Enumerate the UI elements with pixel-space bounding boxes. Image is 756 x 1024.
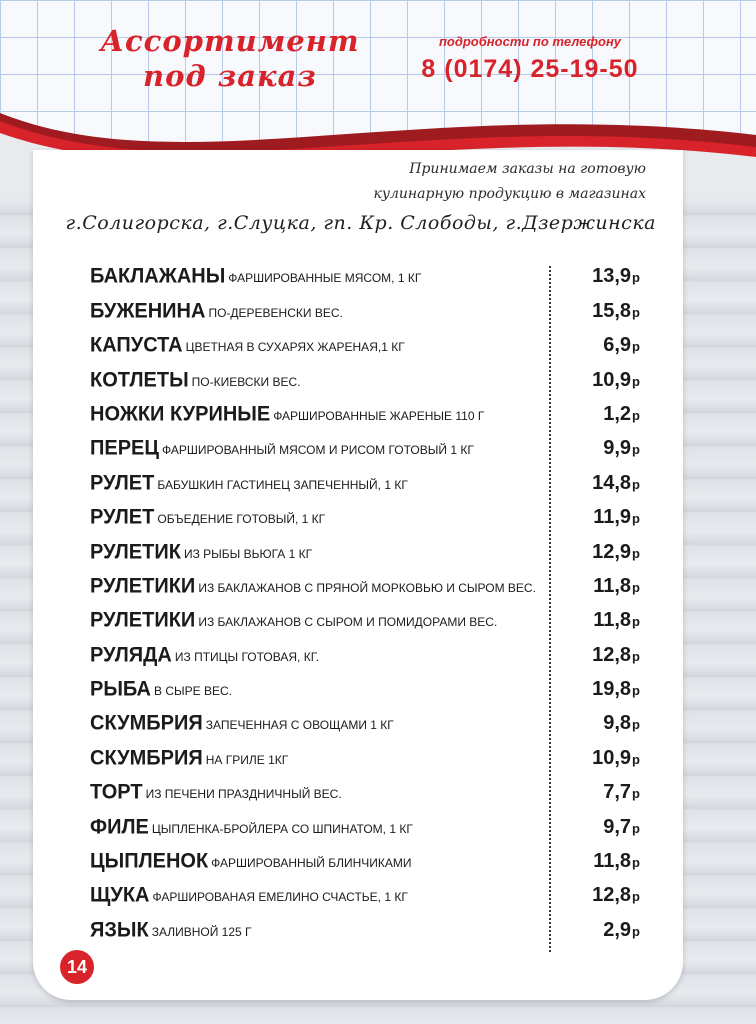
item-text (90, 884, 408, 907)
currency-label: р (632, 373, 640, 389)
item-text (90, 541, 312, 564)
item-description: ЗАПЕЧЕННАЯ С ОВОЩАМИ 1 КГ (205, 718, 394, 733)
item-text (90, 609, 497, 632)
list-item (90, 844, 650, 878)
currency-label: р (632, 511, 640, 527)
list-item (90, 775, 650, 809)
price-value: 9,8 (603, 712, 632, 735)
page-title (95, 24, 365, 94)
item-description: ИЗ ПЕЧЕНИ ПРАЗДНИЧНЫЙ ВЕС. (145, 787, 342, 802)
price-value: 15,8 (592, 299, 632, 322)
item-description: ФАРШИРОВАННЫЕ МЯСОМ, 1 КГ (228, 271, 422, 286)
item-text (90, 919, 252, 942)
item-text (90, 816, 413, 839)
item-description: ИЗ РЫБЫ ВЬЮГА 1 КГ (183, 546, 313, 561)
currency-label: р (632, 683, 640, 699)
item-description: БАБУШКИН ГАСТИНЕЦ ЗАПЕЧЕННЫЙ, 1 КГ (157, 477, 408, 492)
list-item (90, 259, 650, 293)
currency-label: р (632, 545, 640, 561)
item-price (603, 919, 640, 942)
list-item (90, 912, 650, 946)
price-value: 11,8 (593, 574, 632, 597)
item-text (90, 403, 484, 426)
item-description: ИЗ БАКЛАЖАНОВ С ПРЯНОЙ МОРКОВЬЮ И СЫРОМ ВЕС. (198, 580, 536, 595)
list-item (90, 431, 650, 465)
item-price (603, 334, 640, 357)
item-name: ЩУКА (90, 883, 150, 908)
intro-line-2: кулинарную продукцию в магазинах (373, 186, 646, 202)
item-text (90, 850, 412, 873)
list-item (90, 328, 650, 362)
price-value: 1,2 (603, 402, 632, 425)
list-item (90, 740, 650, 774)
title-line-1: Ассортимент (100, 24, 360, 58)
item-price (603, 403, 640, 426)
price-value: 11,9 (593, 506, 632, 529)
intro-text (374, 157, 646, 207)
item-text (90, 712, 394, 735)
item-description: ПО-ДЕРЕВЕНСКИ ВЕС. (208, 305, 343, 320)
currency-label: р (632, 270, 640, 286)
price-value: 2,9 (603, 918, 632, 941)
item-name: РУЛЕТ (90, 505, 155, 529)
price-value: 6,9 (603, 334, 632, 357)
list-item (90, 465, 650, 499)
item-price (592, 644, 640, 667)
price-value: 9,7 (603, 815, 632, 838)
currency-label: р (632, 304, 640, 320)
item-description: НА ГРИЛЕ 1КГ (205, 752, 289, 767)
price-list (90, 259, 650, 947)
item-price (593, 575, 640, 598)
currency-label: р (632, 923, 640, 939)
page-number-badge: 14 (60, 950, 94, 984)
currency-label: р (632, 476, 640, 492)
price-value: 12,9 (592, 540, 632, 563)
item-price (592, 747, 640, 770)
currency-label: р (632, 579, 640, 595)
item-name: КОТЛЕТЫ (90, 367, 189, 392)
item-price (603, 781, 640, 804)
item-name: СКУМБРИЯ (90, 711, 203, 736)
item-description: ПО-КИЕВСКИ ВЕС. (191, 374, 301, 389)
item-name: ТОРТ (90, 780, 143, 805)
item-text (90, 300, 343, 323)
cities-list: г.Солигорска, г.Слуцка, гп. Кр. Слободы, г.Дзержинска (65, 212, 656, 234)
item-description: ЗАЛИВНОЙ 125 Г (151, 924, 252, 939)
item-price (603, 712, 640, 735)
item-name: РЫБА (90, 677, 151, 701)
list-item (90, 397, 650, 431)
currency-label: р (632, 407, 640, 423)
currency-label: р (632, 786, 640, 802)
item-description: ИЗ БАКЛАЖАНОВ С СЫРОМ И ПОМИДОРАМИ ВЕС. (198, 615, 498, 630)
item-description: ФАРШИРОВАННЫЕ ЖАРЕНЫЕ 110 Г (273, 408, 485, 423)
list-item (90, 534, 650, 568)
list-item (90, 878, 650, 912)
item-price (603, 437, 640, 460)
currency-label: р (632, 820, 640, 836)
item-name: ЯЗЫК (90, 917, 149, 942)
currency-label: р (632, 717, 640, 733)
item-name: РУЛЕТИК (90, 539, 181, 564)
item-name: ЦЫПЛЕНОК (90, 849, 209, 873)
item-description: ОБЪЕДЕНИЕ ГОТОВЫЙ, 1 КГ (157, 512, 326, 527)
item-text (90, 437, 474, 460)
item-name: НОЖКИ КУРИНЫЕ (90, 402, 271, 426)
item-text (90, 678, 232, 701)
list-item (90, 293, 650, 327)
item-description: ЦЫПЛЕНКА-БРОЙЛЕРА СО ШПИНАТОМ, 1 КГ (151, 821, 413, 836)
item-name: РУЛЯДА (90, 642, 172, 667)
currency-label: р (632, 614, 640, 630)
item-price (592, 472, 640, 495)
title-line-2: под заказ (143, 59, 317, 93)
currency-label: р (632, 648, 640, 664)
list-item (90, 500, 650, 534)
item-description: ИЗ ПТИЦЫ ГОТОВАЯ, КГ. (174, 649, 320, 664)
list-item (90, 706, 650, 740)
item-text (90, 334, 405, 357)
item-text (90, 575, 536, 598)
list-item (90, 362, 650, 396)
price-value: 9,9 (603, 437, 632, 460)
price-value: 12,8 (592, 643, 632, 666)
item-text (90, 472, 408, 495)
list-item (90, 672, 650, 706)
price-value: 14,8 (592, 471, 632, 494)
price-value: 19,8 (592, 678, 632, 701)
item-price (592, 678, 640, 701)
item-price (592, 369, 640, 392)
item-description: В СЫРЕ ВЕС. (153, 684, 232, 699)
item-price (592, 541, 640, 564)
price-value: 11,8 (593, 609, 632, 632)
item-description: ЦВЕТНАЯ В СУХАРЯХ ЖАРЕНАЯ,1 КГ (185, 340, 405, 355)
currency-label: р (632, 855, 640, 871)
item-price (593, 850, 640, 873)
item-text (90, 747, 288, 770)
item-text (90, 506, 325, 529)
item-name: БАКЛАЖАНЫ (90, 264, 226, 289)
phone-label: подробности по телефону (438, 34, 622, 49)
price-value: 10,9 (592, 368, 632, 391)
item-description: ФАРШИРОВАННЫЙ БЛИНЧИКАМИ (211, 856, 412, 871)
item-price (593, 506, 640, 529)
item-text (90, 781, 342, 804)
list-item (90, 569, 650, 603)
item-name: ФИЛЕ (90, 814, 149, 839)
list-item (90, 637, 650, 671)
price-value: 13,9 (592, 265, 632, 288)
item-name: БУЖЕНИНА (90, 298, 206, 323)
item-name: СКУМБРИЯ (90, 745, 203, 770)
phone-number: 8 (0174) 25-19-50 (421, 55, 639, 83)
price-value: 11,8 (593, 850, 632, 873)
item-price (592, 265, 640, 288)
price-value: 12,8 (592, 884, 632, 907)
currency-label: р (632, 751, 640, 767)
item-text (90, 265, 421, 288)
item-price (593, 609, 640, 632)
list-item (90, 809, 650, 843)
item-name: РУЛЕТИКИ (90, 608, 196, 633)
item-name: ПЕРЕЦ (90, 436, 160, 461)
item-name: КАПУСТА (90, 333, 183, 358)
item-text (90, 644, 319, 667)
item-price (603, 816, 640, 839)
intro-line-1: Принимаем заказы на готовую (409, 161, 646, 177)
item-text (90, 369, 300, 392)
price-value: 7,7 (603, 781, 632, 804)
item-description: ФАРШИРОВАННЫЙ МЯСОМ И РИСОМ ГОТОВЫЙ 1 КГ (162, 443, 474, 458)
item-name: РУЛЕТ (90, 470, 155, 495)
currency-label: р (632, 442, 640, 458)
currency-label: р (632, 339, 640, 355)
item-description: ФАРШИРОВАНАЯ ЕМЕЛИНО СЧАСТЬЕ, 1 КГ (152, 890, 408, 905)
item-name: РУЛЕТИКИ (90, 573, 196, 598)
price-value: 10,9 (592, 746, 632, 769)
list-item (90, 603, 650, 637)
item-price (592, 884, 640, 907)
item-price (592, 300, 640, 323)
currency-label: р (632, 889, 640, 905)
